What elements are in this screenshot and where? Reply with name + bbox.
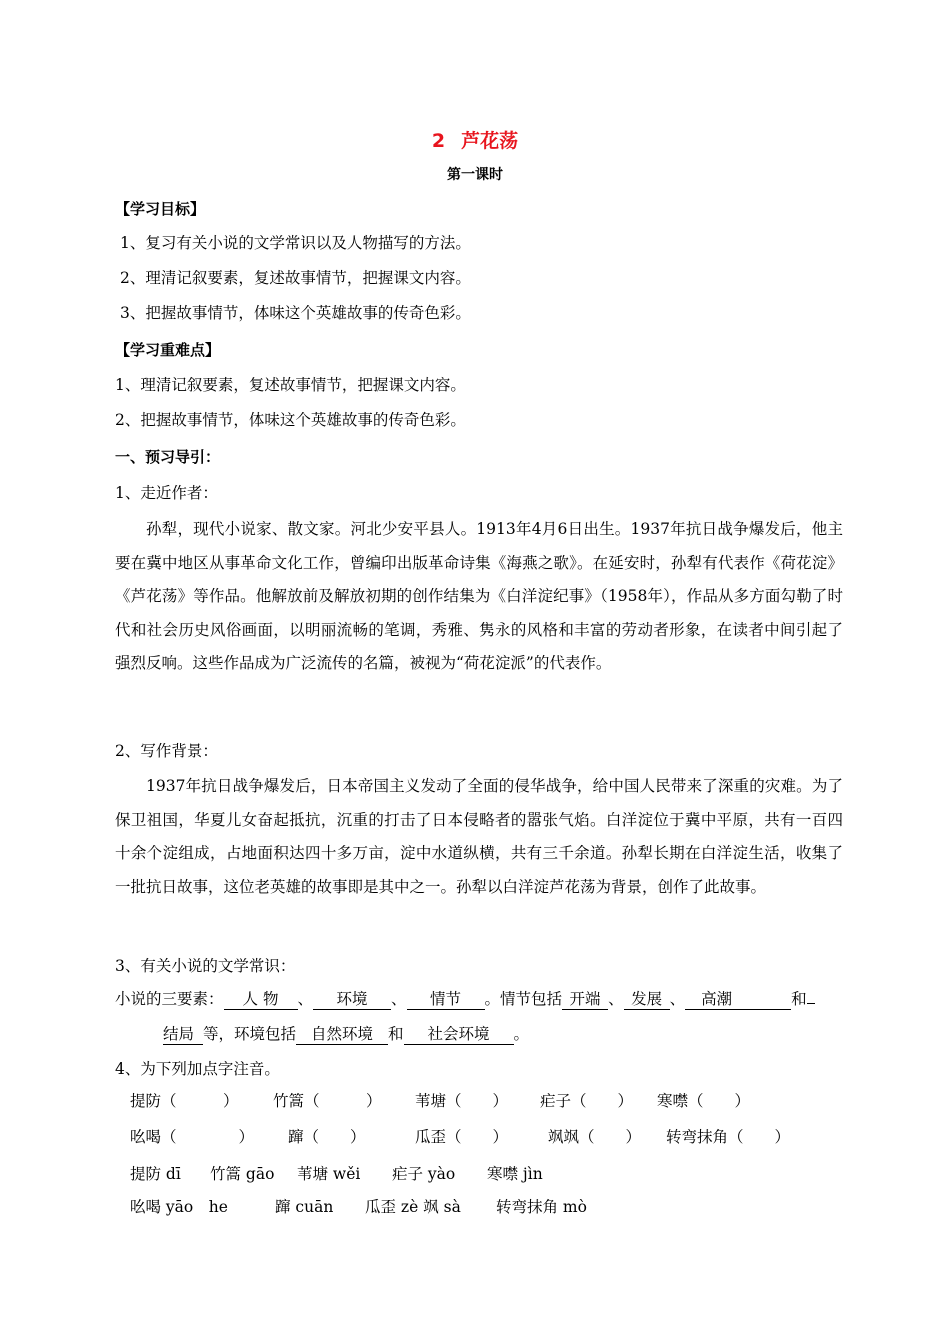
pinyin-question: 飒飒（ ） <box>548 1128 642 1146</box>
answer-blank: 高潮 <box>685 990 791 1010</box>
pinyin-answer: 吆喝 yāo he <box>130 1198 228 1216</box>
knowledge-heading: 3、有关小说的文学常识： <box>115 957 296 975</box>
author-paragraph: 孙犁，现代小说家、散文家。河北少安平县人。1913年4月6日出生。1937年抗日战争爆发后，他主要在冀中地区从事革命文化工作，曾编印出版革命诗集《海燕之歌》。在延安时，孙犁有代表作《荷花淀》《芦花荡》等作品。他解放前及解放初期的创作结集为《白洋淀纪事》（1958年），作品从多方面勾勒了时代和社会历史风俗画面，以明丽流畅的笔调，秀雅、隽永的风格和丰富的劳动者形象，在读者中间引起了强烈反响。这些作品成为广泛流传的名篇，被视为“荷花淀派”的代表作。 <box>115 520 843 672</box>
answer-blank: 人 物 <box>224 990 298 1010</box>
pinyin-question: 吆喝（ ） <box>130 1128 255 1146</box>
knowledge-line-1 <box>115 989 815 1010</box>
author-heading: 1、走近作者： <box>115 484 218 502</box>
answer-blank: 情节 <box>407 990 485 1010</box>
separator: 、 <box>391 990 407 1008</box>
pinyin-question: 疟子（ ） <box>540 1092 634 1110</box>
knowledge-line-2 <box>163 1024 529 1045</box>
pinyin-answer: 蹿 cuān <box>275 1198 334 1216</box>
pinyin-heading: 4、为下列加点字注音。 <box>115 1060 280 1078</box>
pinyin-answer: 寒噤 jìn <box>487 1165 543 1183</box>
pinyin-answer: 提防 dī <box>130 1165 181 1183</box>
pinyin-question: 寒噤（ ） <box>657 1092 751 1110</box>
answer-blank: 自然环境 <box>296 1025 388 1045</box>
goals-heading: 【学习目标】 <box>115 200 206 218</box>
answer-blank <box>807 1002 815 1004</box>
pinyin-answer: 转弯抹角 mò <box>496 1198 587 1216</box>
section-heading: 一、预习导引： <box>115 448 221 466</box>
background-heading: 2、写作背景： <box>115 742 218 760</box>
knowledge-prefix: 小说的三要素： <box>115 990 224 1008</box>
answer-blank: 发展 <box>624 990 670 1010</box>
goal-item: 1、复习有关小说的文学常识以及人物描写的方法。 <box>120 234 471 252</box>
pinyin-question: 竹篙（ ） <box>273 1092 382 1110</box>
pinyin-answer: 疟子 yào <box>392 1165 456 1183</box>
background-paragraph: 1937年抗日战争爆发后，日本帝国主义发动了全面的侵华战争，给中国人民带来了深重的灾难。为了保卫祖国，华夏儿女奋起抵抗，沉重的打击了日本侵略者的嚣张气焰。白洋淀位于冀中平原，共有一百四十余个淀组成，占地面积达四十多万亩，淀中水道纵横，共有三千余道。孙犁长期在白洋淀生活，收集了一批抗日故事，这位老英雄的故事即是其中之一。孙犁以白洋淀芦花荡为背景，创作了此故事。 <box>115 777 843 896</box>
key-point-item: 2、把握故事情节，体味这个英雄故事的传奇色彩。 <box>115 411 466 429</box>
knowledge-text: 和 <box>388 1025 404 1043</box>
pinyin-question: 苇塘（ ） <box>415 1092 509 1110</box>
answer-blank: 结局 <box>163 1025 203 1045</box>
goal-item: 2、理清记叙要素，复述故事情节，把握课文内容。 <box>120 269 471 287</box>
key-point-item: 1、理清记叙要素，复述故事情节，把握课文内容。 <box>115 376 466 394</box>
separator: 、 <box>608 990 624 1008</box>
pinyin-question: 瓜歪（ ） <box>415 1128 509 1146</box>
answer-blank: 社会环境 <box>404 1025 514 1045</box>
separator: 、 <box>297 990 314 1008</box>
knowledge-text: 等，环境包括 <box>203 1025 297 1043</box>
lesson-number: 2 <box>431 130 446 152</box>
pinyin-answer: 竹篙 gāo <box>210 1165 275 1183</box>
knowledge-text: 。 <box>513 1025 530 1043</box>
lesson-subtitle: 第一课时 <box>447 167 503 183</box>
separator: 、 <box>669 990 686 1008</box>
key-points-heading: 【学习重难点】 <box>115 341 221 359</box>
knowledge-text: 和 <box>791 990 807 1008</box>
knowledge-text: 。情节包括 <box>484 990 563 1008</box>
pinyin-question: 蹿（ ） <box>288 1128 366 1146</box>
pinyin-question: 转弯抹角（ ） <box>666 1128 791 1146</box>
pinyin-answer: 瓜歪 zè 飒 sà <box>365 1198 461 1216</box>
goal-item: 3、把握故事情节，体味这个英雄故事的传奇色彩。 <box>120 304 471 322</box>
lesson-title: 芦花荡 <box>461 130 519 152</box>
page-title <box>0 126 950 153</box>
pinyin-answer: 苇塘 wěi <box>297 1165 361 1183</box>
answer-blank: 开端 <box>562 990 608 1010</box>
pinyin-question: 提防（ ） <box>130 1092 239 1110</box>
answer-blank: 环境 <box>313 990 391 1010</box>
